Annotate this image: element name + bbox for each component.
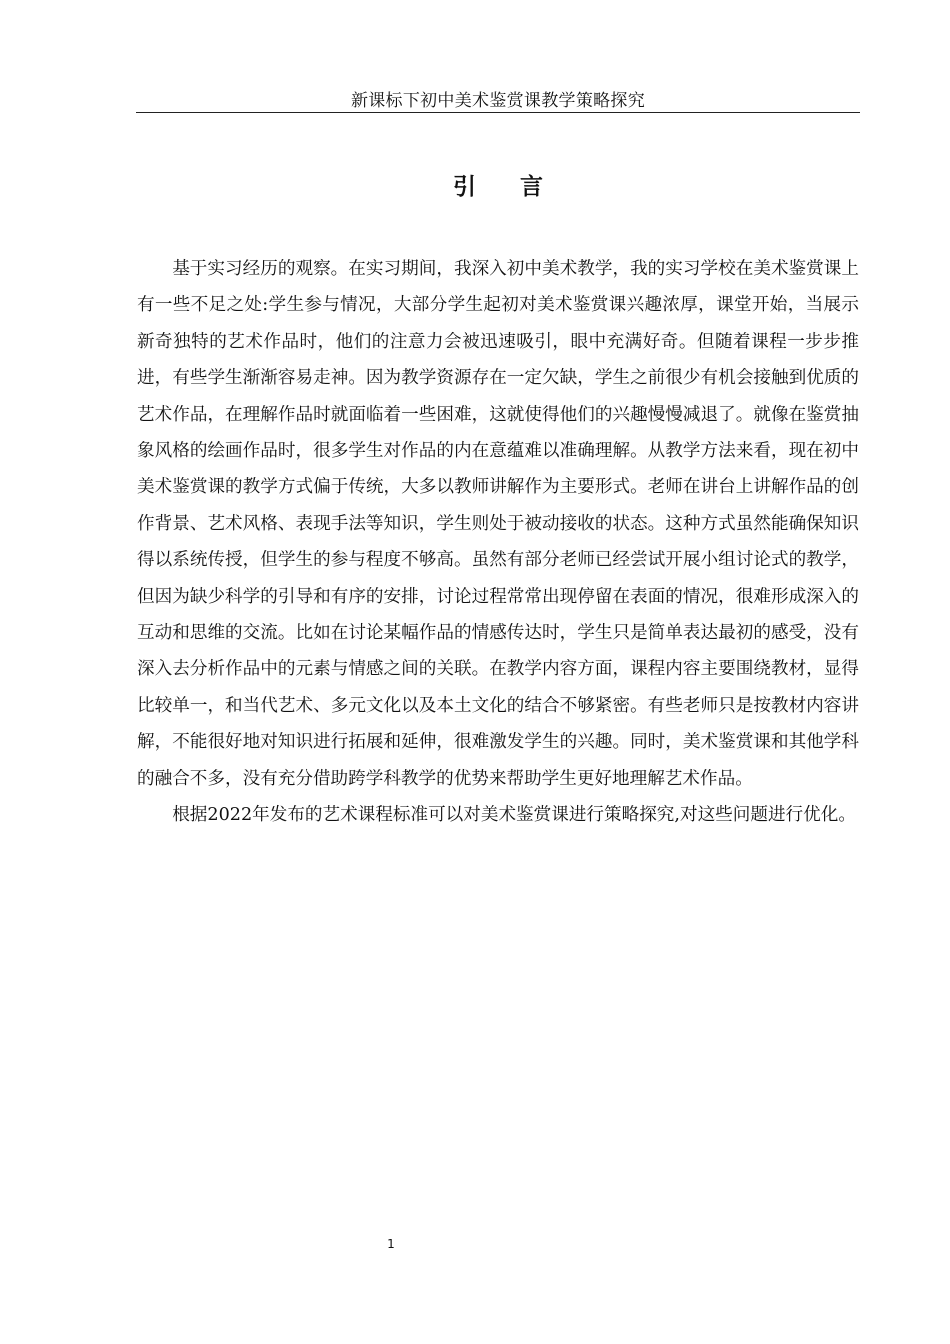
body-text (137, 251, 859, 834)
paragraph-observation: 基于实习经历的观察。在实习期间，我深入初中美术教学，我的实习学校在美术鉴赏课上有一些不足之处:学生参与情况，大部分学生起初对美术鉴赏课兴趣浓厚，课堂开始，当展示新奇独特的艺术作品时，他们的注意力会被迅速吸引，眼中充满好奇。但随着课程一步步推进，有些学生渐渐容易走神。因为教学资源存在一定欠缺，学生之前很少有机会接触到优质的艺术作品，在理解作品时就面临着一些困难，这就使得他们的兴趣慢慢减退了。就像在鉴赏抽象风格的绘画作品时，很多学生对作品的内在意蕴难以准确理解。从教学方法来看，现在初中美术鉴赏课的教学方式偏于传统，大多以教师讲解作为主要形式。老师在讲台上讲解作品的创作背景、艺术风格、表现手法等知识，学生则处于被动接收的状态。这种方式虽然能确保知识得以系统传授，但学生的参与程度不够高。虽然有部分老师已经尝试开展小组讨论式的教学，但因为缺少科学的引导和有序的安排，讨论过程常常出现停留在表面的情况，很难形成深入的互动和思维的交流。比如在讨论某幅作品的情感传达时，学生只是简单表达最初的感受，没有深入去分析作品中的元素与情感之间的关联。在教学内容方面，课程内容主要围绕教材，显得比较单一，和当代艺术、多元文化以及本土文化的结合不够紧密。有些老师只是按教材内容讲解，不能很好地对知识进行拓展和延伸，很难激发学生的兴趣。同时，美术鉴赏课和其他学科的融合不多，没有充分借助跨学科教学的优势来帮助学生更好地理解艺术作品。 (137, 259, 859, 789)
running-title: 新课标下初中美术鉴赏课教学策略探究 (350, 91, 646, 111)
paragraph-standard: 根据2022年发布的艺术课程标准可以对美术鉴赏课进行策略探究,对这些问题进行优化。 (172, 805, 856, 826)
page-number: 1 (387, 1237, 395, 1251)
running-header (136, 90, 860, 113)
section-title: 引言 (453, 173, 587, 200)
